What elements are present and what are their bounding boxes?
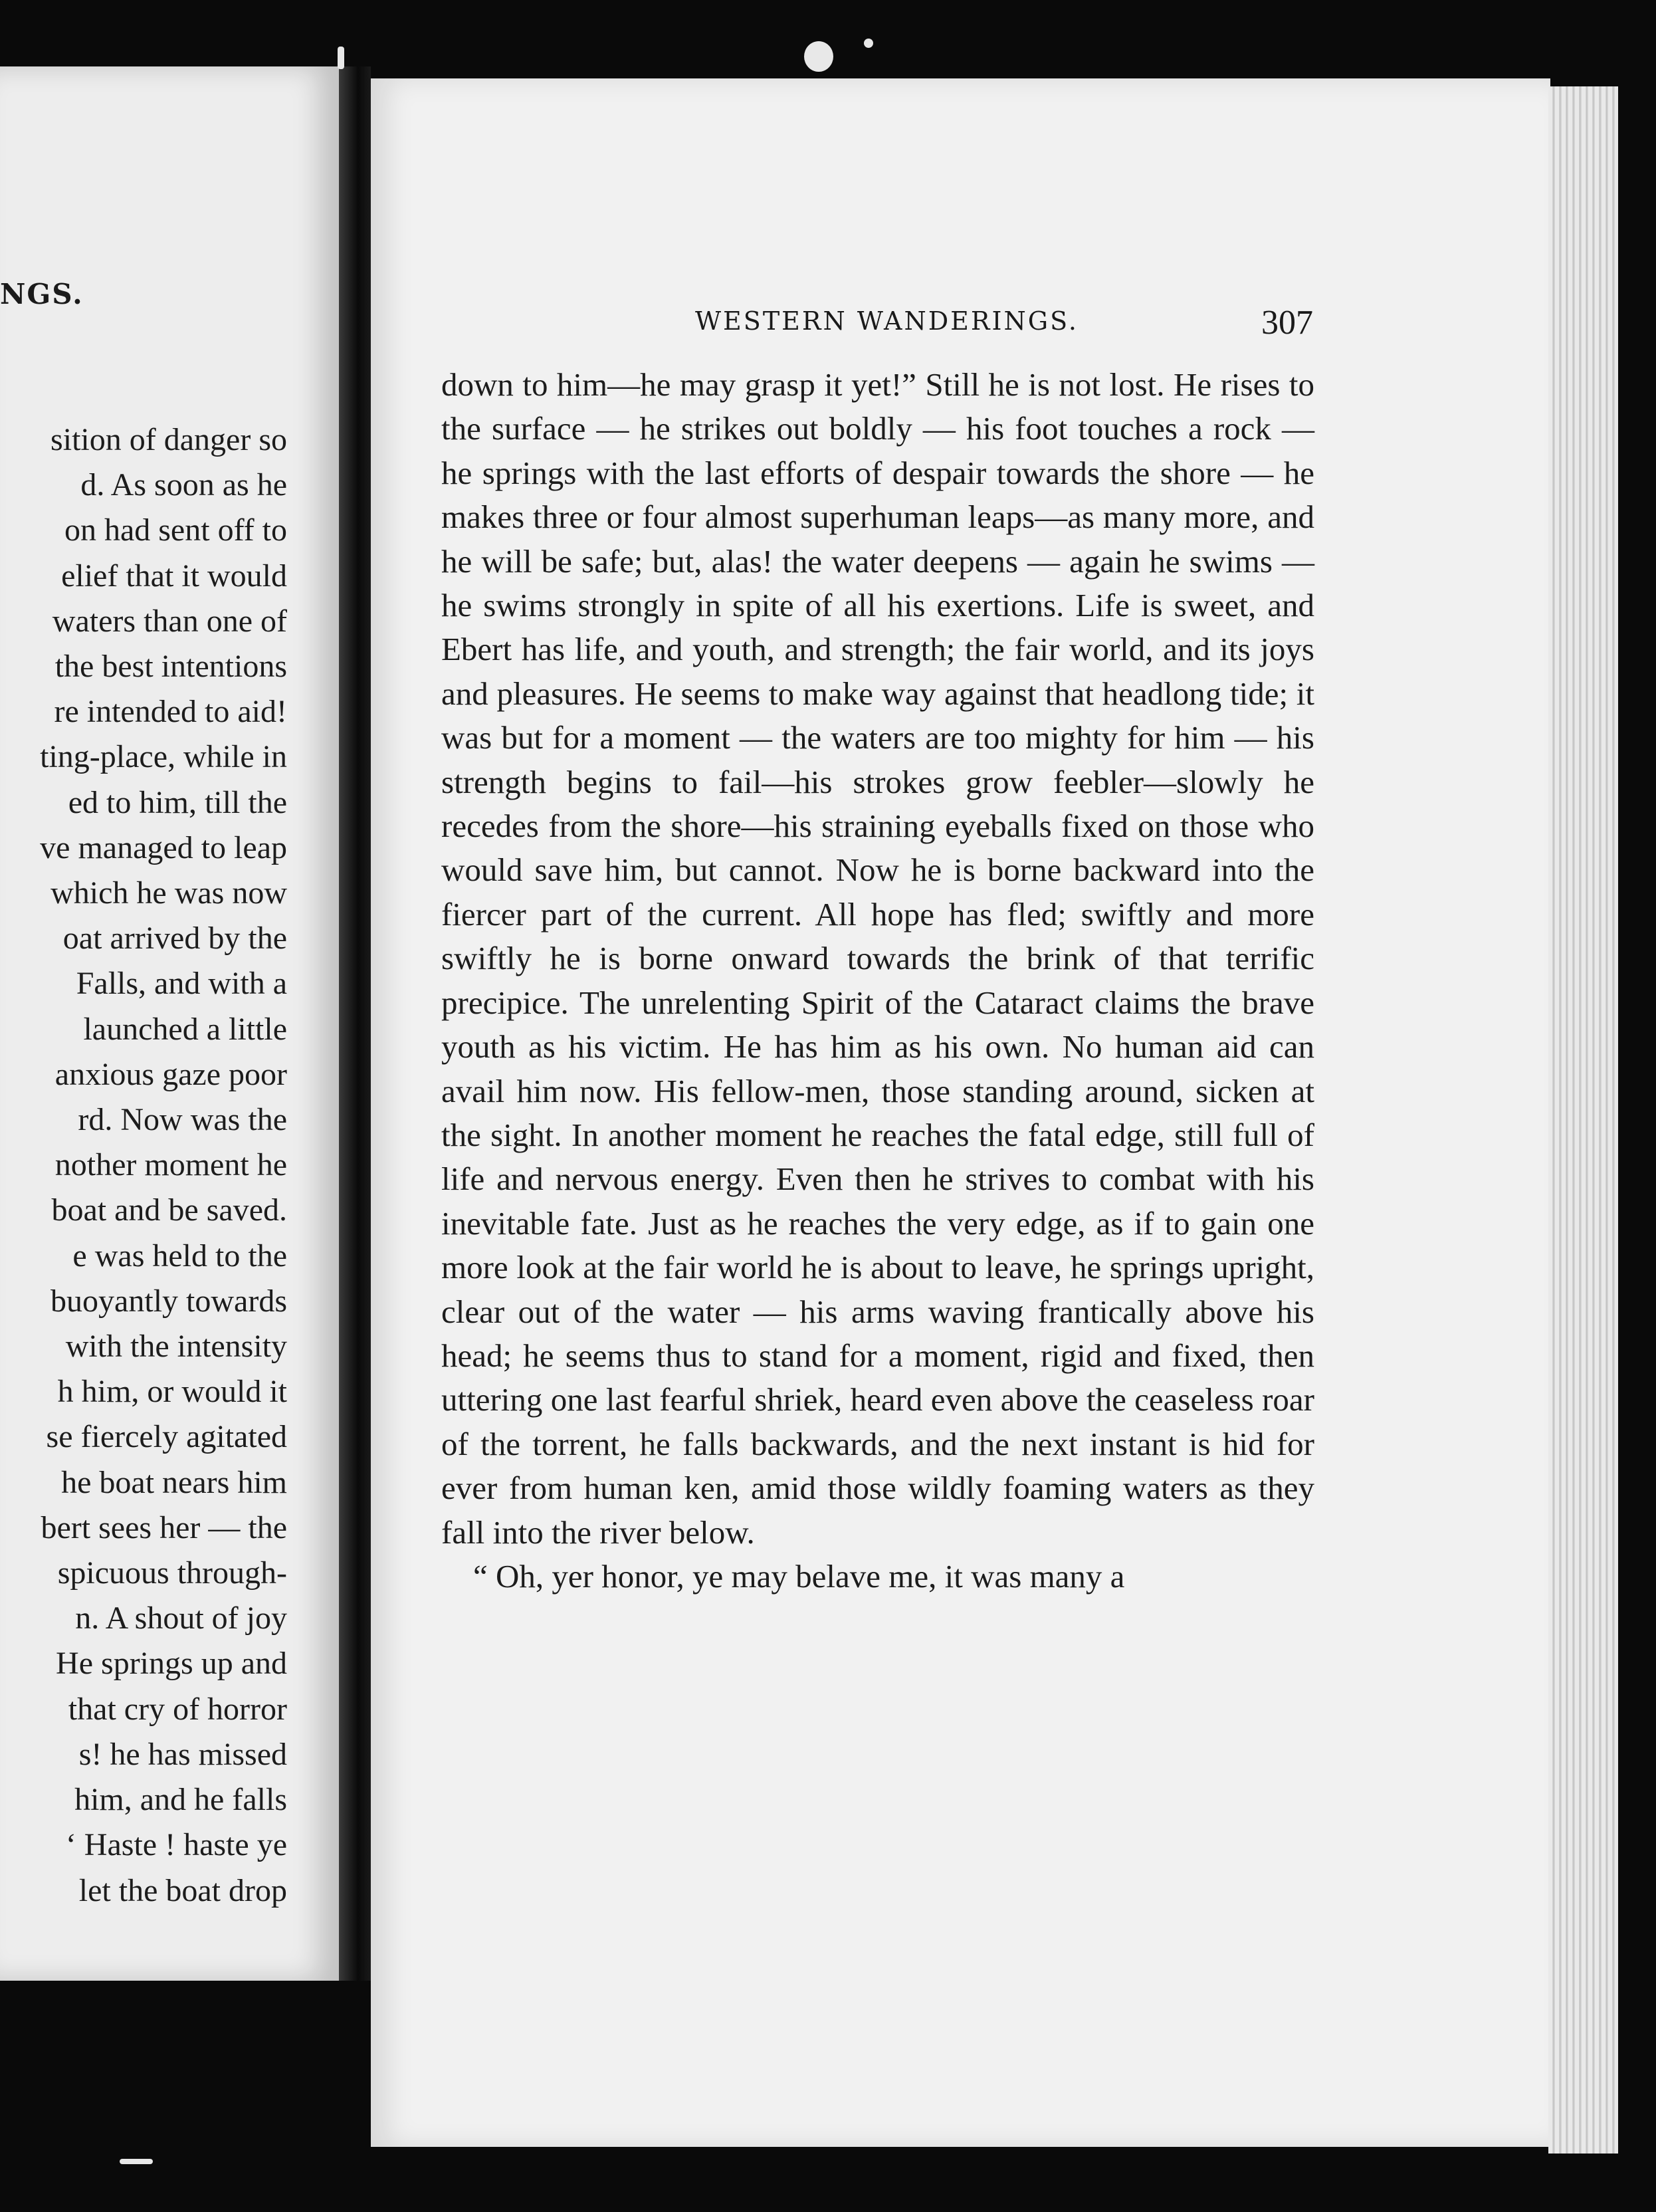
left-page-line: launched a little: [83, 1011, 287, 1047]
left-page-line: buoyantly towards: [51, 1283, 287, 1319]
left-page-line: s! he has missed: [78, 1736, 287, 1772]
left-page-line: he boat nears him: [61, 1464, 287, 1500]
left-page-text: [0, 417, 287, 1914]
left-page-line: re intended to aid!: [54, 694, 287, 730]
left-page-line: anxious gaze poor: [54, 1056, 287, 1092]
dust-speck: [120, 2159, 153, 2164]
book-gutter: [339, 66, 371, 1981]
left-page-line: waters than one of: [52, 603, 287, 639]
paragraph: “ Oh, yer honor, ye may belave me, it was many a: [473, 1557, 1125, 1595]
page-edges: [1548, 86, 1618, 2154]
left-page-line: the best intentions: [54, 649, 287, 685]
left-page-line: ve managed to leap: [40, 830, 287, 865]
left-page-line: let the boat drop: [78, 1872, 287, 1908]
left-page-line: ting-place, while in: [40, 739, 287, 775]
left-running-head: NGS.: [0, 278, 84, 310]
dust-speck: [864, 39, 873, 48]
left-page-line: spicuous through-: [57, 1555, 287, 1591]
left-page-line: boat and be saved.: [51, 1192, 287, 1228]
left-page-line: se fiercely agitated: [46, 1419, 287, 1455]
left-page-line: nother moment he: [54, 1147, 287, 1183]
left-page-line: Falls, and with a: [76, 966, 287, 1002]
page-number: 307: [1261, 304, 1313, 342]
left-page-line: n. A shout of joy: [75, 1601, 287, 1636]
left-page-line: bert sees her — the: [41, 1509, 287, 1545]
left-page-line: He springs up and: [56, 1646, 287, 1682]
paragraph: down to him—he may grasp it yet!” Still he is not lost. He rises to the surface — he strikes out boldly — his foot touches a rock — he springs with the last efforts of despair towards the shore — he makes three or four almost superhuman leaps—as many more, and he will be safe; but, alas! the water deepens — again he swims — he swims strongly in spite of all his exertions. Life is sweet, and Ebert has life, and youth, and strength; the fair world, and its joys and pleasures. He seems to make way against that headlong tide; it was but for a moment — the waters are too mighty for him — his strength begins to fail—his strokes grow feebler—slowly he recedes from the shore—his straining eyeballs fixed on those who would save him, but cannot. Now he is borne backward into the fiercer part of the current. All hope has fled; swiftly and more swiftly he is borne onward towards the brink of that terrific precipice. The unrelenting Spirit of the Cataract claims the brave youth as his victim. He has him as his own. No human aid can avail him now. His fellow-men, those standing around, sicken at the sight. In another moment he reaches the fatal edge, still full of life and nervous energy. Even then he strives to combat with his inevitable fate. Just as he reaches the very edge, as if to gain one more look at the fair world he is about to leave, he springs upright, clear out of the water — his arms waving frantically above his head; he seems thus to stand for a moment, rigid and fixed, then uttering one last fearful shriek, heard even above the ceaseless roar of the torrent, he falls backwards, and the next instant is hid for ever from human ken, amid those wildly foaming waters as they fall into the river below.: [441, 366, 1314, 1551]
left-page-line: ed to him, till the: [68, 784, 287, 820]
left-page-line: h him, or would it: [57, 1374, 287, 1410]
left-page-line: oat arrived by the: [62, 921, 287, 956]
left-page-line: sition of danger so: [51, 422, 287, 457]
running-head: WESTERN WANDERINGS.: [695, 306, 1079, 336]
left-page-line: ‘ Haste ! haste ye: [65, 1827, 287, 1863]
left-page-line: on had sent off to: [64, 512, 287, 548]
left-page-line: elief that it would: [61, 558, 287, 594]
left-page-line: him, and he falls: [74, 1782, 287, 1818]
dust-speck: [804, 41, 833, 72]
dust-speck: [338, 47, 344, 69]
right-page: [371, 78, 1550, 2147]
left-page-line: with the intensity: [65, 1329, 287, 1365]
body-text: [441, 363, 1314, 1599]
left-page-line: e was held to the: [72, 1238, 287, 1273]
left-page-line: which he was now: [51, 875, 287, 911]
left-page-line: rd. Now was the: [78, 1102, 287, 1138]
left-facing-page: [0, 66, 339, 1981]
left-page-line: d. As soon as he: [80, 467, 287, 503]
left-page-line: that cry of horror: [68, 1691, 287, 1727]
